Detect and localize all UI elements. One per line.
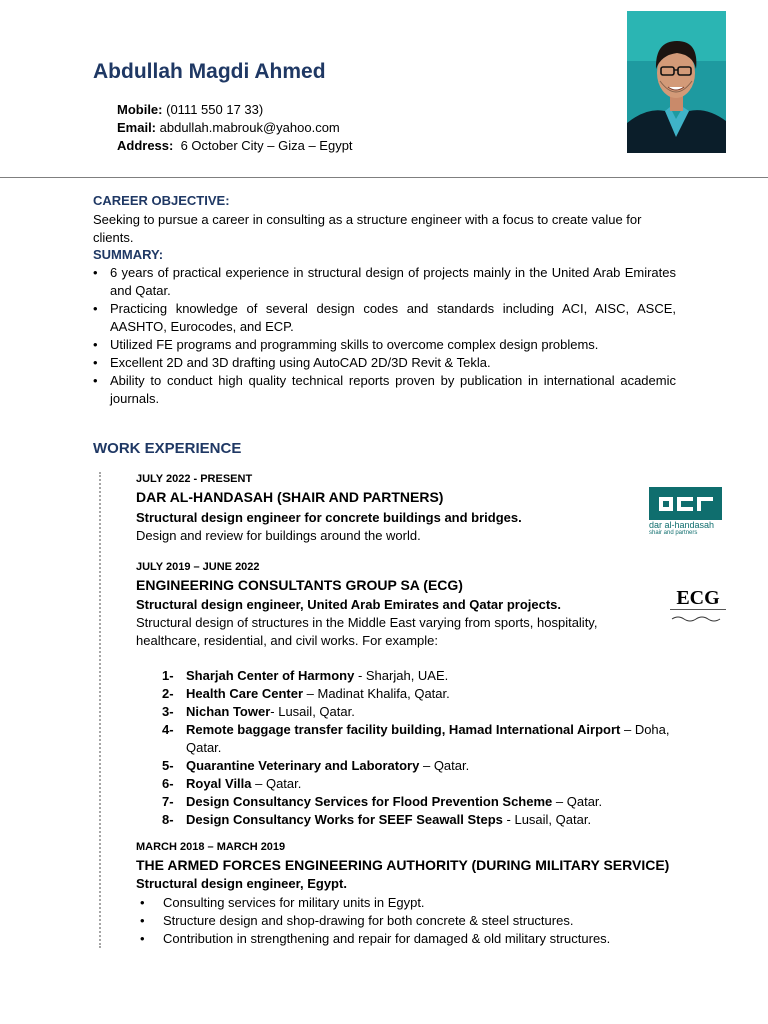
dar-al-handasah-logo xyxy=(649,487,722,537)
job-description: Design and review for buildings around the world. xyxy=(136,528,421,543)
contact-email xyxy=(117,119,340,137)
address-value: 6 October City – Giza – Egypt xyxy=(173,138,353,153)
ecg-logo xyxy=(670,588,726,618)
project-number: 6- xyxy=(162,776,174,791)
project-name: Nichan Tower xyxy=(186,704,271,719)
project-name: Design Consultancy Services for Flood Prevention Scheme xyxy=(186,794,553,809)
project-name: Quarantine Veterinary and Laboratory xyxy=(186,758,420,773)
project-item xyxy=(162,811,702,829)
summary-heading: SUMMARY: xyxy=(93,247,164,262)
project-item xyxy=(162,721,702,757)
duty-item: • Structure design and shop-drawing for both concrete & steel structures. xyxy=(136,912,696,930)
job-date: MARCH 2018 – MARCH 2019 xyxy=(136,841,286,853)
project-location: – Doha, Qatar. xyxy=(186,722,670,755)
project-number: 3- xyxy=(162,704,174,719)
project-item xyxy=(162,667,702,685)
project-location: - Sharjah, UAE. xyxy=(354,668,449,683)
project-number: 8- xyxy=(162,812,174,827)
job-dar-al-handasah xyxy=(136,471,696,545)
summary-item: • Excellent 2D and 3D drafting using AutoCAD 2D/3D Revit & Tekla. xyxy=(93,354,676,372)
project-location: – Qatar. xyxy=(251,776,302,791)
candidate-name: Abdullah Magdi Ahmed xyxy=(93,60,326,83)
job-role: Structural design engineer, United Arab Emirates and Qatar projects. xyxy=(136,597,562,612)
project-item xyxy=(162,757,702,775)
mobile-label: Mobile: xyxy=(117,102,163,117)
job-company: DAR AL-HANDASAH (SHAIR AND PARTNERS) xyxy=(136,489,444,505)
project-location: – Madinat Khalifa, Qatar. xyxy=(303,686,450,701)
profile-photo xyxy=(627,11,726,153)
job-company: ENGINEERING CONSULTANTS GROUP SA (ECG) xyxy=(136,577,463,593)
dar-logo-tagline: shair and partners xyxy=(649,530,698,536)
summary-item: • Practicing knowledge of several design codes and standards including ACI, AISC, ASCE, AASHTO, Eurocodes, and ECP. xyxy=(93,300,676,336)
project-item xyxy=(162,703,702,721)
project-item xyxy=(162,685,702,703)
dar-logo-mark xyxy=(649,487,722,520)
ecg-project-list xyxy=(162,667,702,829)
project-location: – Qatar. xyxy=(552,794,603,809)
career-objective-text: Seeking to pursue a career in consulting as a structure engineer with a focus to create value for clients. xyxy=(93,212,642,245)
project-number: 1- xyxy=(162,668,174,683)
job-date: JULY 2019 – JUNE 2022 xyxy=(136,561,260,573)
job-description: Structural design of structures in the Middle East varying from sports, hospitality, healthcare, residential, and civil works. For example: xyxy=(136,615,598,648)
project-location: - Lusail, Qatar. xyxy=(502,812,592,827)
job-company: THE ARMED FORCES ENGINEERING AUTHORITY (DURING MILITARY SERVICE) xyxy=(136,857,670,873)
job-ecg xyxy=(136,559,656,650)
job-armed-forces xyxy=(136,839,696,893)
ecg-logo-arabic-line xyxy=(670,609,726,618)
project-number: 7- xyxy=(162,794,174,809)
email-value: abdullah.mabrouk@yahoo.com xyxy=(156,120,340,135)
project-number: 5- xyxy=(162,758,174,773)
project-item xyxy=(162,775,702,793)
project-name: Royal Villa xyxy=(186,776,252,791)
job-role: Structural design engineer for concrete buildings and bridges. xyxy=(136,510,522,525)
work-experience-heading: WORK EXPERIENCE xyxy=(93,440,242,457)
project-name: Sharjah Center of Harmony xyxy=(186,668,355,683)
duty-item: • Contribution in strengthening and repair for damaged & old military structures. xyxy=(136,930,696,948)
project-location: – Qatar. xyxy=(419,758,470,773)
timeline-dotted-line xyxy=(99,472,101,948)
summary-list xyxy=(93,264,676,408)
duty-item: • Consulting services for military units in Egypt. xyxy=(136,894,696,912)
dar-logo-name: dar al-handasah xyxy=(649,520,715,530)
summary-item: • Ability to conduct high quality technical reports proven by publication in international academic journals. xyxy=(93,372,676,408)
header-divider xyxy=(0,177,768,178)
portrait-illustration xyxy=(627,11,726,153)
summary-item: • 6 years of practical experience in structural design of projects mainly in the United Arab Emirates and Qatar. xyxy=(93,264,676,300)
job-date: JULY 2022 - PRESENT xyxy=(136,473,253,485)
project-number: 2- xyxy=(162,686,174,701)
project-number: 4- xyxy=(162,722,174,737)
project-item xyxy=(162,793,702,811)
contact-address xyxy=(117,137,353,155)
military-duties-list xyxy=(136,894,696,948)
ecg-logo-text: ECG xyxy=(676,587,720,609)
mobile-value: (0111 550 17 33) xyxy=(162,102,264,117)
address-label: Address: xyxy=(117,138,174,153)
summary-item: • Utilized FE programs and programming skills to overcome complex design problems. xyxy=(93,336,676,354)
project-name: Remote baggage transfer facility building, Hamad International Airport xyxy=(186,722,621,737)
job-role: Structural design engineer, Egypt. xyxy=(136,876,347,891)
email-label: Email: xyxy=(117,120,157,135)
project-name: Design Consultancy Works for SEEF Seawall Steps xyxy=(186,812,503,827)
project-location: - Lusail, Qatar. xyxy=(270,704,355,719)
contact-mobile xyxy=(117,101,263,119)
career-objective-heading: CAREER OBJECTIVE: xyxy=(93,193,230,208)
project-name: Health Care Center xyxy=(186,686,304,701)
